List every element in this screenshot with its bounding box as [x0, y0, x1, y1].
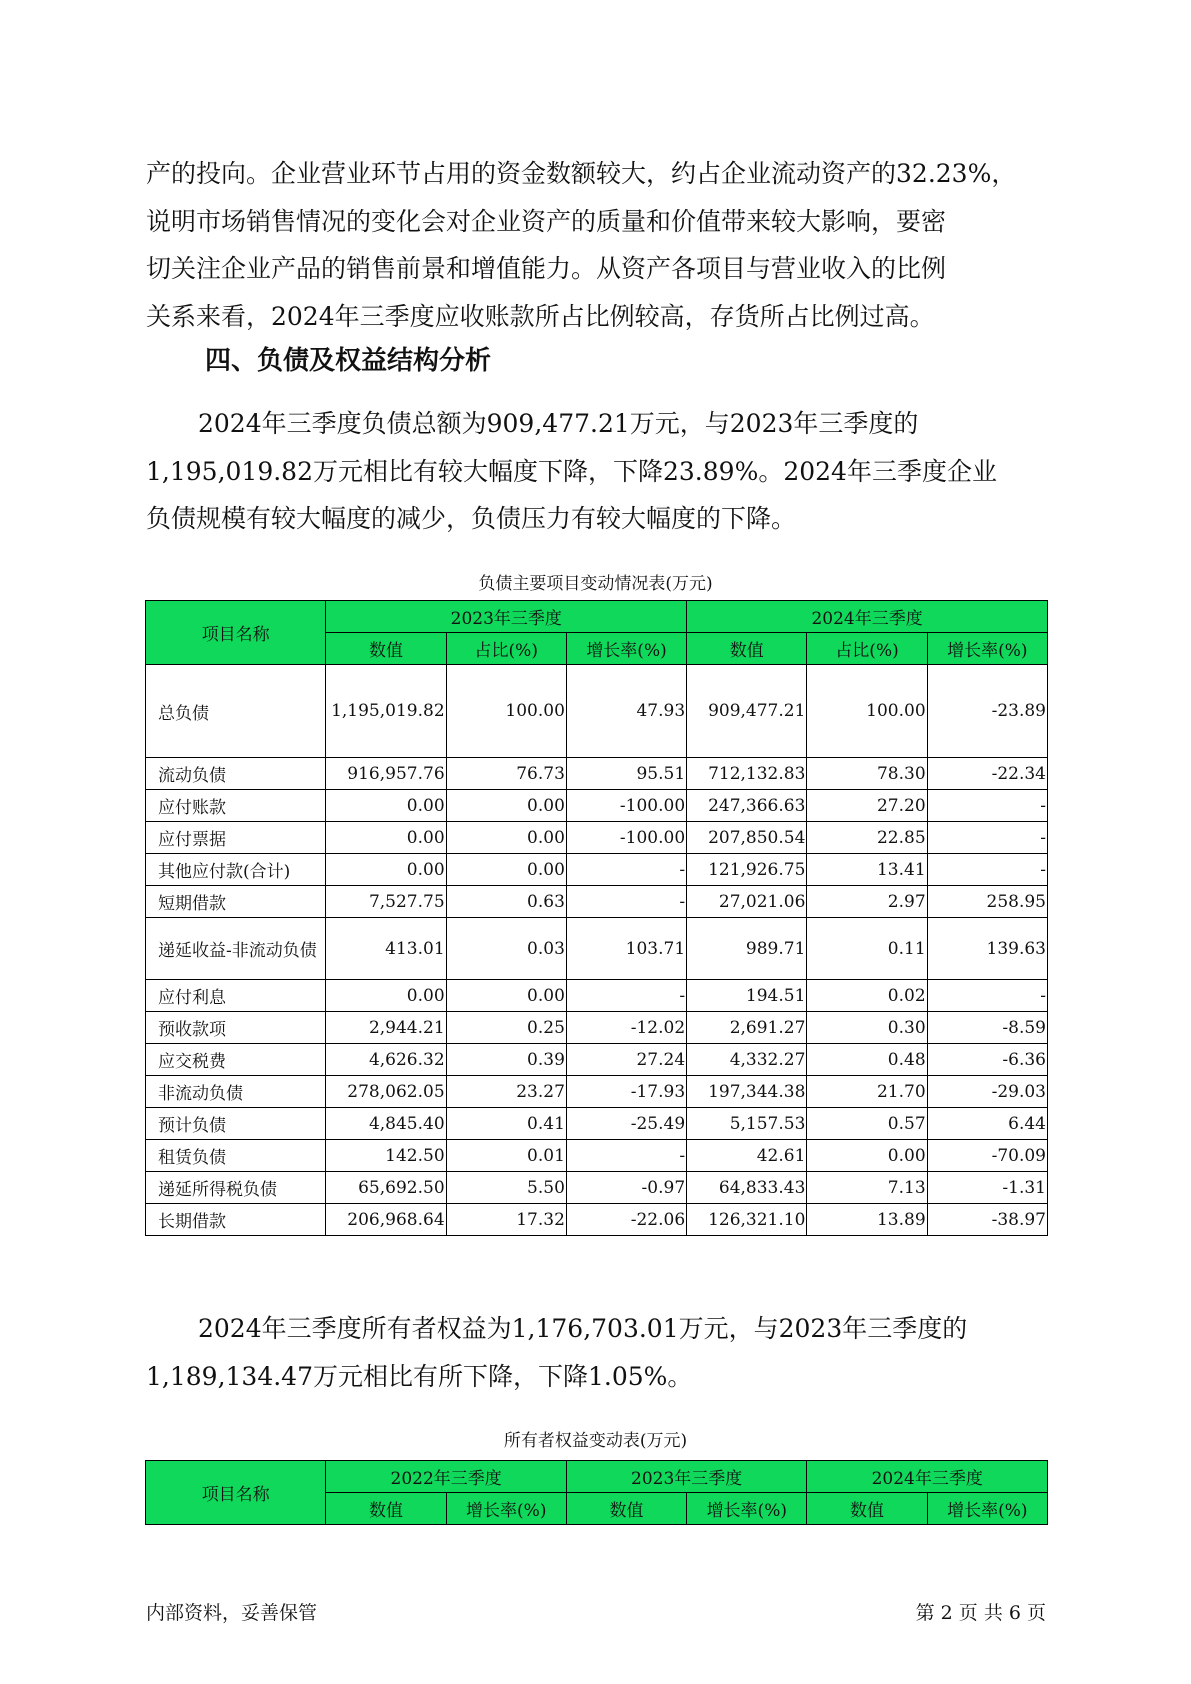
value-cell: -1.31 [927, 1172, 1047, 1204]
value-cell: -6.36 [927, 1044, 1047, 1076]
header-subcol: 增长率(%) [446, 1493, 566, 1525]
table-row [146, 918, 1048, 980]
header-item-name: 项目名称 [146, 601, 326, 665]
value-cell: 909,477.21 [687, 665, 807, 758]
value-cell: -12.02 [566, 1012, 686, 1044]
value-cell: -22.06 [566, 1204, 686, 1236]
value-cell: 2.97 [807, 886, 927, 918]
value-cell: 197,344.38 [687, 1076, 807, 1108]
value-cell: 0.00 [446, 980, 566, 1012]
value-cell: 4,845.40 [326, 1108, 446, 1140]
value-cell: 0.01 [446, 1140, 566, 1172]
header-period: 2024年三季度 [687, 601, 1048, 633]
value-cell: -8.59 [927, 1012, 1047, 1044]
value-cell: 100.00 [446, 665, 566, 758]
value-cell: -100.00 [566, 790, 686, 822]
value-cell: 0.41 [446, 1108, 566, 1140]
header-subcol: 数值 [687, 633, 807, 665]
value-cell: 2,944.21 [326, 1012, 446, 1044]
header-subcol: 数值 [566, 1493, 686, 1525]
value-cell: 0.00 [326, 790, 446, 822]
value-cell: -17.93 [566, 1076, 686, 1108]
value-cell: - [566, 854, 686, 886]
value-cell: 47.93 [566, 665, 686, 758]
value-cell: 0.57 [807, 1108, 927, 1140]
row-label-cell: 短期借款 [146, 886, 326, 918]
value-cell: 17.32 [446, 1204, 566, 1236]
value-cell: 5.50 [446, 1172, 566, 1204]
table-caption: 所有者权益变动表(万元) [503, 1431, 688, 1451]
header-item-name: 项目名称 [146, 1461, 326, 1525]
value-cell: 0.00 [326, 854, 446, 886]
value-cell: 22.85 [807, 822, 927, 854]
value-cell: 0.00 [326, 980, 446, 1012]
value-cell: 0.11 [807, 918, 927, 980]
table-row [146, 1204, 1048, 1236]
value-cell: 0.00 [446, 790, 566, 822]
value-cell: 64,833.43 [687, 1172, 807, 1204]
value-cell: - [566, 886, 686, 918]
value-cell: 0.48 [807, 1044, 927, 1076]
row-label-cell: 递延所得税负债 [146, 1172, 326, 1204]
value-cell: -25.49 [566, 1108, 686, 1140]
text-line: 2024年三季度负债总额为909,477.21万元，与2023年三季度的 [198, 409, 919, 438]
row-label-cell: 应付票据 [146, 822, 326, 854]
header-subcol: 数值 [326, 1493, 446, 1525]
value-cell: 27,021.06 [687, 886, 807, 918]
row-label-cell: 预计负债 [146, 1108, 326, 1140]
value-cell: -22.34 [927, 758, 1047, 790]
value-cell: 0.30 [807, 1012, 927, 1044]
value-cell: 126,321.10 [687, 1204, 807, 1236]
row-label-cell: 其他应付款(合计) [146, 854, 326, 886]
value-cell: - [566, 1140, 686, 1172]
table-row [146, 1108, 1048, 1140]
value-cell: -29.03 [927, 1076, 1047, 1108]
liability-table [145, 600, 1048, 1236]
value-cell: - [927, 822, 1047, 854]
value-cell: 142.50 [326, 1140, 446, 1172]
paragraph-equity-summary [146, 1305, 1046, 1400]
value-cell: 78.30 [807, 758, 927, 790]
table-caption: 负债主要项目变动情况表(万元) [478, 574, 713, 594]
header-subcol: 数值 [326, 633, 446, 665]
value-cell: 6.44 [927, 1108, 1047, 1140]
value-cell: -0.97 [566, 1172, 686, 1204]
text-line: 说明市场销售情况的变化会对企业资产的质量和价值带来较大影响，要密 [146, 206, 947, 236]
value-cell: 7.13 [807, 1172, 927, 1204]
value-cell: 2,691.27 [687, 1012, 807, 1044]
table-row [146, 1172, 1048, 1204]
table-row [146, 886, 1048, 918]
table-row [146, 980, 1048, 1012]
table-row [146, 822, 1048, 854]
value-cell: 76.73 [446, 758, 566, 790]
value-cell: - [566, 980, 686, 1012]
header-subcol: 占比(%) [446, 633, 566, 665]
value-cell: 103.71 [566, 918, 686, 980]
header-subcol: 占比(%) [807, 633, 927, 665]
row-label-cell: 总负债 [146, 665, 326, 758]
value-cell: 27.24 [566, 1044, 686, 1076]
header-period: 2024年三季度 [807, 1461, 1048, 1493]
header-subcol: 增长率(%) [687, 1493, 807, 1525]
header-period: 2022年三季度 [326, 1461, 567, 1493]
value-cell: - [927, 854, 1047, 886]
value-cell: 139.63 [927, 918, 1047, 980]
value-cell: 989.71 [687, 918, 807, 980]
value-cell: 121,926.75 [687, 854, 807, 886]
header-subcol: 数值 [807, 1493, 927, 1525]
table-row [146, 1140, 1048, 1172]
value-cell: 278,062.05 [326, 1076, 446, 1108]
value-cell: 0.00 [326, 822, 446, 854]
value-cell: 0.02 [807, 980, 927, 1012]
header-subcol: 增长率(%) [927, 1493, 1047, 1525]
header-period: 2023年三季度 [566, 1461, 807, 1493]
header-subcol: 增长率(%) [566, 633, 686, 665]
header-subcol: 增长率(%) [927, 633, 1047, 665]
value-cell: - [927, 980, 1047, 1012]
value-cell: -100.00 [566, 822, 686, 854]
value-cell: - [927, 790, 1047, 822]
table-row [146, 758, 1048, 790]
value-cell: 207,850.54 [687, 822, 807, 854]
value-cell: 23.27 [446, 1076, 566, 1108]
value-cell: 4,626.32 [326, 1044, 446, 1076]
value-cell: 413.01 [326, 918, 446, 980]
value-cell: 13.89 [807, 1204, 927, 1236]
row-label-cell: 长期借款 [146, 1204, 326, 1236]
value-cell: -70.09 [927, 1140, 1047, 1172]
value-cell: 5,157.53 [687, 1108, 807, 1140]
table-row [146, 1012, 1048, 1044]
table-row [146, 1044, 1048, 1076]
table-row [146, 1076, 1048, 1108]
paragraph-asset-analysis [146, 150, 1046, 340]
paragraph-liability-summary [146, 400, 1046, 543]
row-label-cell: 应付利息 [146, 980, 326, 1012]
text-line: 切关注企业产品的销售前景和增值能力。从资产各项目与营业收入的比例 [146, 254, 947, 283]
row-label-cell: 应交税费 [146, 1044, 326, 1076]
section-heading: 四、负债及权益结构分析 [205, 346, 492, 376]
value-cell: 206,968.64 [326, 1204, 446, 1236]
value-cell: 0.00 [446, 822, 566, 854]
value-cell: 27.20 [807, 790, 927, 822]
value-cell: 194.51 [687, 980, 807, 1012]
value-cell: 247,366.63 [687, 790, 807, 822]
footer-confidential: 内部资料，妥善保管 [146, 1602, 318, 1624]
value-cell: 0.00 [807, 1140, 927, 1172]
table-row [146, 790, 1048, 822]
value-cell: 95.51 [566, 758, 686, 790]
value-cell: 0.25 [446, 1012, 566, 1044]
value-cell: 1,195,019.82 [326, 665, 446, 758]
equity-table [145, 1460, 1048, 1525]
text-line: 关系来看，2024年三季度应收账款所占比例较高，存货所占比例过高。 [146, 301, 935, 331]
text-line: 1,189,134.47万元相比有所下降，下降1.05%。 [146, 1361, 693, 1391]
row-label-cell: 应付账款 [146, 790, 326, 822]
row-label-cell: 预收款项 [146, 1012, 326, 1044]
value-cell: 0.03 [446, 918, 566, 980]
value-cell: 100.00 [807, 665, 927, 758]
value-cell: 13.41 [807, 854, 927, 886]
value-cell: 4,332.27 [687, 1044, 807, 1076]
row-label-cell: 非流动负债 [146, 1076, 326, 1108]
value-cell: 258.95 [927, 886, 1047, 918]
value-cell: -38.97 [927, 1204, 1047, 1236]
text-line: 负债规模有较大幅度的减少，负债压力有较大幅度的下降。 [146, 504, 797, 533]
value-cell: 21.70 [807, 1076, 927, 1108]
footer-page-number: 第 2 页 共 6 页 [915, 1602, 1046, 1624]
value-cell: -23.89 [927, 665, 1047, 758]
row-label-cell: 递延收益-非流动负债 [146, 918, 326, 980]
row-label-cell: 租赁负债 [146, 1140, 326, 1172]
header-period: 2023年三季度 [326, 601, 687, 633]
value-cell: 65,692.50 [326, 1172, 446, 1204]
table-row [146, 854, 1048, 886]
value-cell: 0.63 [446, 886, 566, 918]
value-cell: 7,527.75 [326, 886, 446, 918]
row-label-cell: 流动负债 [146, 758, 326, 790]
value-cell: 0.39 [446, 1044, 566, 1076]
table-row [146, 665, 1048, 758]
text-line: 1,195,019.82万元相比有较大幅度下降，下降23.89%。2024年三季度企业 [146, 456, 997, 486]
value-cell: 712,132.83 [687, 758, 807, 790]
value-cell: 42.61 [687, 1140, 807, 1172]
text-line: 产的投向。企业营业环节占用的资金数额较大，约占企业流动资产的32.23%， [146, 159, 1017, 188]
text-line: 2024年三季度所有者权益为1,176,703.01万元，与2023年三季度的 [198, 1314, 968, 1343]
value-cell: 0.00 [446, 854, 566, 886]
value-cell: 916,957.76 [326, 758, 446, 790]
